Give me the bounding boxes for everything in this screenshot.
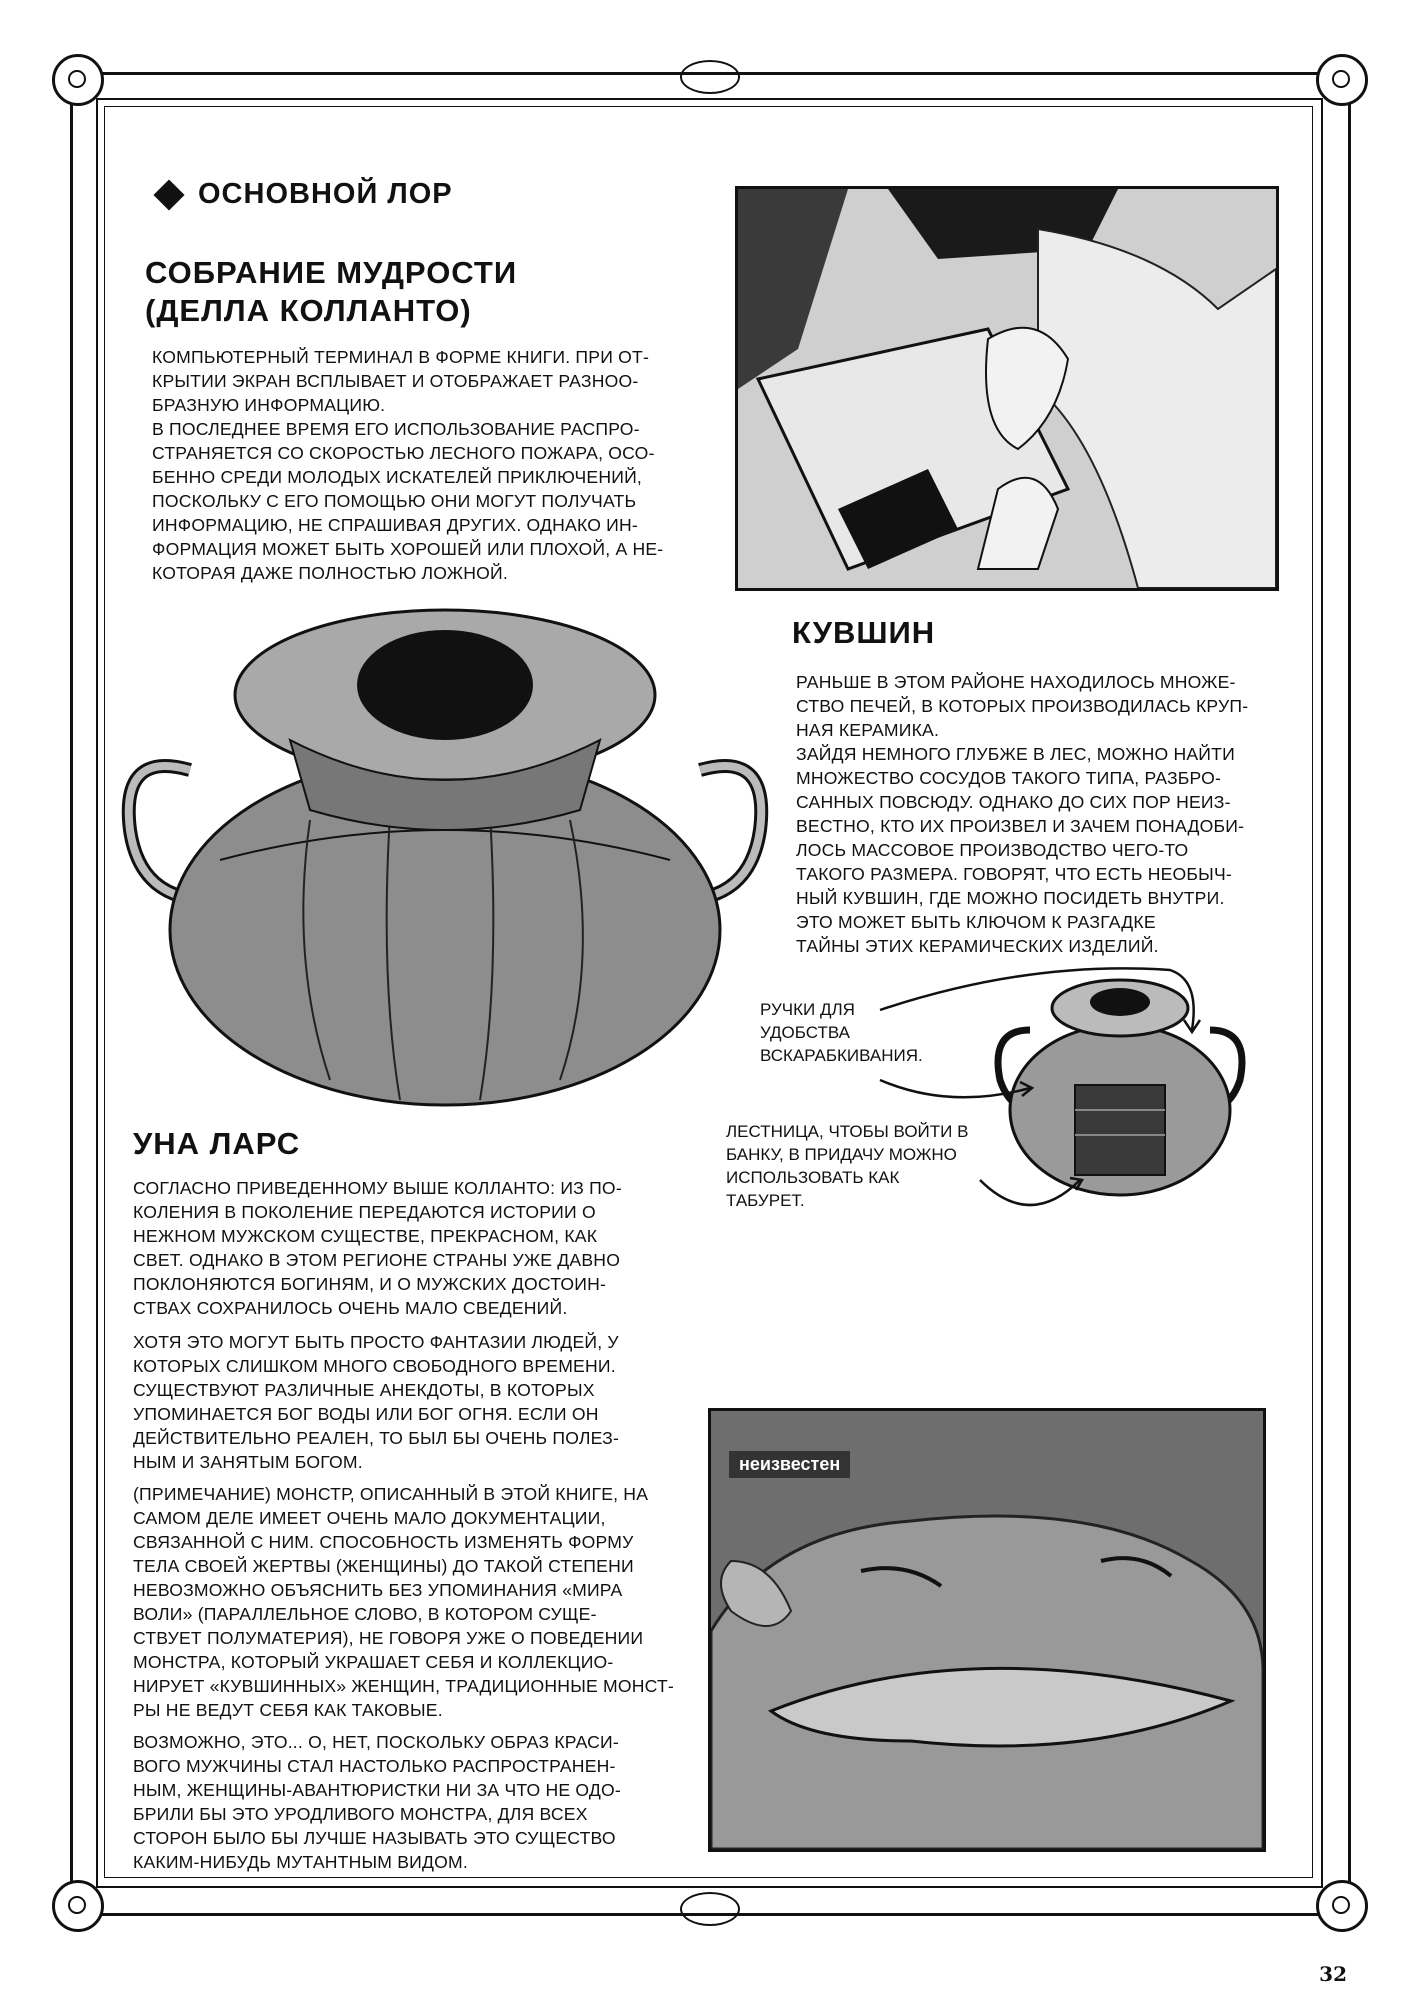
jar-title: КУВШИН: [792, 615, 936, 650]
text-line: НЕЖНОМ МУЖСКОМ СУЩЕСТВЕ, ПРЕКРАСНОМ, КАК: [133, 1226, 598, 1246]
text-line: НИРУЕТ «КУВШИННЫХ» ЖЕНЩИН, ТРАДИЦИОННЫЕ МОНСТ-: [133, 1676, 674, 1696]
text-line: ТАЙНЫ ЭТИХ КЕРАМИЧЕСКИХ ИЗДЕЛИЙ.: [796, 936, 1159, 956]
text-line: НЫЙ КУВШИН, ГДЕ МОЖНО ПОСИДЕТЬ ВНУТРИ.: [796, 888, 1225, 908]
text-line: (ПРИМЕЧАНИЕ) МОНСТР, ОПИСАННЫЙ В ЭТОЙ КНИГЕ, НА: [133, 1484, 649, 1504]
text-line: НЫМ, ЖЕНЩИНЫ-АВАНТЮРИСТКИ НИ ЗА ЧТО НЕ ОДО-: [133, 1780, 621, 1800]
text-line: ЭТО МОЖЕТ БЫТЬ КЛЮЧОМ К РАЗГАДКЕ: [796, 912, 1156, 932]
corner-ornament: [52, 1880, 104, 1932]
una-para-4: [133, 1730, 703, 1874]
text-line: СВЯЗАННОЙ С НИМ. СПОСОБНОСТЬ ИЗМЕНЯТЬ ФОРМУ: [133, 1532, 634, 1552]
corner-ornament: [1316, 54, 1368, 106]
text-line: КОТОРАЯ ДАЖЕ ПОЛНОСТЬЮ ЛОЖНОЙ.: [152, 563, 508, 583]
una-note: [133, 1482, 703, 1722]
top-ornament: [680, 60, 740, 94]
text-line: В ПОСЛЕДНЕЕ ВРЕМЯ ЕГО ИСПОЛЬЗОВАНИЕ РАСПРО-: [152, 419, 640, 439]
text-line: ВОГО МУЖЧИНЫ СТАЛ НАСТОЛЬКО РАСПРОСТРАНЕН-: [133, 1756, 616, 1776]
text-line: БРИЛИ БЫ ЭТО УРОДЛИВОГО МОНСТРА, ДЛЯ ВСЕХ: [133, 1804, 588, 1824]
label-line: БАНКУ, В ПРИДАЧУ МОЖНО: [726, 1145, 957, 1164]
large-jar-illustration: [100, 600, 800, 1120]
text-line: ЗАЙДЯ НЕМНОГО ГЛУБЖЕ В ЛЕС, МОЖНО НАЙТИ: [796, 744, 1235, 764]
illustration-creature-panel: [708, 1408, 1266, 1852]
text-line: САННЫХ ПОВСЮДУ. ОДНАКО ДО СИХ ПОР НЕИЗ-: [796, 792, 1231, 812]
text-line: НАЯ КЕРАМИКА.: [796, 720, 940, 740]
label-line: УДОБСТВА: [760, 1023, 850, 1042]
text-line: БРАЗНУЮ ИНФОРМАЦИЮ.: [152, 395, 386, 415]
text-line: ФОРМАЦИЯ МОЖЕТ БЫТЬ ХОРОШЕЙ ИЛИ ПЛОХОЙ, А НЕ-: [152, 539, 664, 559]
wisdom-title: [145, 254, 517, 330]
illustration-book-panel: [735, 186, 1279, 591]
text-line: СТВУЕТ ПОЛУМАТЕРИЯ), НЕ ГОВОРЯ УЖЕ О ПОВЕДЕНИИ: [133, 1628, 644, 1648]
text-line: ПОКЛОНЯЮТСЯ БОГИНЯМ, И О МУЖСКИХ ДОСТОИН-: [133, 1274, 607, 1294]
label-line: ЛЕСТНИЦА, ЧТОБЫ ВОЙТИ В: [726, 1122, 969, 1141]
diagram-arrows: [730, 940, 1250, 1260]
text-line: ВОЗМОЖНО, ЭТО... О, НЕТ, ПОСКОЛЬКУ ОБРАЗ КРАСИ-: [133, 1732, 619, 1752]
text-line: КОМПЬЮТЕРНЫЙ ТЕРМИНАЛ В ФОРМЕ КНИГИ. ПРИ ОТ-: [152, 347, 650, 367]
label-line: ТАБУРЕТ.: [726, 1191, 805, 1210]
text-line: ДЕЙСТВИТЕЛЬНО РЕАЛЕН, ТО БЫЛ БЫ ОЧЕНЬ ПОЛЕЗ-: [133, 1428, 620, 1448]
bottom-ornament: [680, 1892, 740, 1926]
section-heading-text: ОСНОВНОЙ ЛОР: [198, 178, 453, 210]
corner-ornament: [1316, 1880, 1368, 1932]
text-line: ПОСКОЛЬКУ С ЕГО ПОМОЩЬЮ ОНИ МОГУТ ПОЛУЧАТЬ: [152, 491, 637, 511]
text-line: СТВО ПЕЧЕЙ, В КОТОРЫХ ПРОИЗВОДИЛАСЬ КРУП-: [796, 696, 1249, 716]
una-title: УНА ЛАРС: [133, 1126, 301, 1161]
text-line: МОНСТРА, КОТОРЫЙ УКРАШАЕТ СЕБЯ И КОЛЛЕКЦИО-: [133, 1652, 614, 1672]
text-line: КОТОРЫХ СЛИШКОМ МНОГО СВОБОДНОГО ВРЕМЕНИ.: [133, 1356, 616, 1376]
text-line: НЕВОЗМОЖНО ОБЪЯСНИТЬ БЕЗ УПОМИНАНИЯ «МИРА: [133, 1580, 623, 1600]
una-para-1: [133, 1176, 703, 1320]
page-number: 32: [1319, 1962, 1347, 1986]
label-line: ИСПОЛЬЗОВАТЬ КАК: [726, 1168, 900, 1187]
corner-ornament: [52, 54, 104, 106]
jar-text: [796, 670, 1316, 958]
label-line: РУЧКИ ДЛЯ: [760, 1000, 855, 1019]
diamond-icon: [153, 179, 184, 210]
text-line: БЕННО СРЕДИ МОЛОДЫХ ИСКАТЕЛЕЙ ПРИКЛЮЧЕНИЙ,: [152, 467, 643, 487]
label-line: ВСКАРАБКИВАНИЯ.: [760, 1046, 923, 1065]
text-line: ВОЛИ» (ПАРАЛЛЕЛЬНОЕ СЛОВО, В КОТОРОМ СУЩЕ-: [133, 1604, 597, 1624]
text-line: СВЕТ. ОДНАКО В ЭТОМ РЕГИОНЕ СТРАНЫ УЖЕ ДАВНО: [133, 1250, 621, 1270]
section-heading: [158, 178, 453, 211]
text-line: ТЕЛА СВОЕЙ ЖЕРТВЫ (ЖЕНЩИНЫ) ДО ТАКОЙ СТЕПЕНИ: [133, 1556, 634, 1576]
text-line: ТАКОГО РАЗМЕРА. ГОВОРЯТ, ЧТО ЕСТЬ НЕОБЫЧ-: [796, 864, 1232, 884]
text-line: УПОМИНАЕТСЯ БОГ ВОДЫ ИЛИ БОГ ОГНЯ. ЕСЛИ ОН: [133, 1404, 599, 1424]
text-line: МНОЖЕСТВО СОСУДОВ ТАКОГО ТИПА, РАЗБРО-: [796, 768, 1222, 788]
text-line: СУЩЕСТВУЮТ РАЗЛИЧНЫЕ АНЕКДОТЫ, В КОТОРЫХ: [133, 1380, 595, 1400]
text-line: СТОРОН БЫЛО БЫ ЛУЧШЕ НАЗЫВАТЬ ЭТО СУЩЕСТВО: [133, 1828, 616, 1848]
text-line: КРЫТИИ ЭКРАН ВСПЛЫВАЕТ И ОТОБРАЖАЕТ РАЗНОО-: [152, 371, 639, 391]
text-line: ЛОСЬ МАССОВОЕ ПРОИЗВОДСТВО ЧЕГО-ТО: [796, 840, 1189, 860]
text-line: СТВАХ СОХРАНИЛОСЬ ОЧЕНЬ МАЛО СВЕДЕНИЙ.: [133, 1298, 568, 1318]
wisdom-text: [152, 345, 722, 585]
label-ladder: [726, 1120, 968, 1212]
text-line: СТРАНЯЕТСЯ СО СКОРОСТЬЮ ЛЕСНОГО ПОЖАРА, ОСО-: [152, 443, 655, 463]
wisdom-title-line: СОБРАНИЕ МУДРОСТИ: [145, 255, 518, 290]
text-line: КАКИМ-НИБУДЬ МУТАНТНЫМ ВИДОМ.: [133, 1852, 468, 1872]
text-line: РАНЬШЕ В ЭТОМ РАЙОНЕ НАХОДИЛОСЬ МНОЖЕ-: [796, 672, 1236, 692]
text-line: КОЛЕНИЯ В ПОКОЛЕНИЕ ПЕРЕДАЮТСЯ ИСТОРИИ О: [133, 1202, 596, 1222]
unknown-badge: неизвестен: [729, 1451, 850, 1478]
text-line: НЫМ И ЗАНЯТЫМ БОГОМ.: [133, 1452, 363, 1472]
text-line: РЫ НЕ ВЕДУТ СЕБЯ КАК ТАКОВЫЕ.: [133, 1700, 443, 1720]
text-line: САМОМ ДЕЛЕ ИМЕЕТ ОЧЕНЬ МАЛО ДОКУМЕНТАЦИИ,: [133, 1508, 606, 1528]
wisdom-title-line: (ДЕЛЛА КОЛЛАНТО): [145, 293, 472, 328]
label-handles: [760, 998, 923, 1067]
text-line: ИНФОРМАЦИЮ, НЕ СПРАШИВАЯ ДРУГИХ. ОДНАКО ИН-: [152, 515, 638, 535]
text-line: СОГЛАСНО ПРИВЕДЕННОМУ ВЫШЕ КОЛЛАНТО: ИЗ ПО-: [133, 1178, 622, 1198]
text-line: ХОТЯ ЭТО МОГУТ БЫТЬ ПРОСТО ФАНТАЗИИ ЛЮДЕЙ, У: [133, 1332, 619, 1352]
una-para-2: [133, 1330, 703, 1474]
text-line: ВЕСТНО, КТО ИХ ПРОИЗВЕЛ И ЗАЧЕМ ПОНАДОБИ-: [796, 816, 1245, 836]
